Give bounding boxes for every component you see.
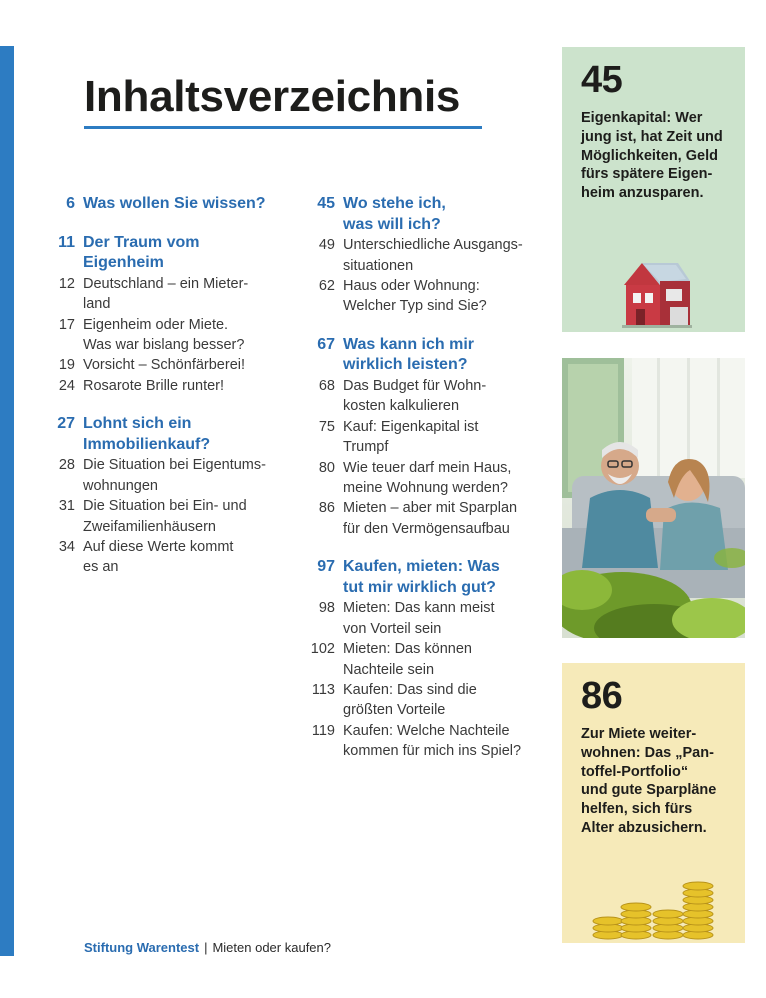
toc-entry: [44, 294, 294, 314]
toc-entry: [44, 376, 294, 396]
toc-entry-title: Das Budget für Wohn-: [343, 378, 487, 394]
toc-entry: [304, 741, 554, 761]
toc-entry: [44, 315, 294, 335]
toc-page-number: 119: [311, 722, 335, 739]
toc-chapter-heading: [44, 253, 294, 274]
toc-entry-title: für den Vermögensaufbau: [343, 520, 510, 537]
toc-page-number: 62: [318, 278, 335, 294]
toc-page-number: 27: [57, 415, 75, 433]
toc-chapter-title: Was wollen Sie wissen?: [83, 195, 266, 212]
toc-page-number: 6: [66, 195, 75, 212]
toc-chapter-heading: [44, 435, 294, 456]
toc-entry: [304, 619, 554, 639]
toc-page-number: 102: [310, 641, 335, 658]
toc-page-number: 98: [318, 600, 335, 617]
toc-chapter-heading: [304, 355, 554, 376]
toc-entry-title: Trumpf: [343, 439, 389, 456]
toc-chapter-heading: [304, 557, 554, 578]
toc-chapter-title: Der Traum vom: [83, 233, 200, 251]
teaser-line: jung ist, hat Zeit und: [581, 128, 723, 145]
toc-entry-title: meine Wohnung werden?: [343, 480, 508, 497]
toc-entry: [44, 496, 294, 516]
toc-entry-title: Kaufen: Welche Nachteile: [343, 722, 510, 739]
toc-entry: [44, 335, 294, 355]
toc-entry-title: Wie teuer darf mein Haus,: [343, 459, 512, 476]
toc-entry: [304, 519, 554, 539]
toc-entry-title: Haus oder Wohnung:: [343, 278, 480, 294]
toc-page-number: 80: [318, 459, 335, 476]
toc-entry-title: Die Situation bei Eigentums-: [83, 457, 266, 474]
teaser-line: Alter abzusichern.: [581, 819, 707, 836]
teaser-line: und gute Sparpläne: [581, 782, 717, 799]
toc-page-number: 113: [311, 682, 335, 699]
page-footer: [84, 940, 331, 955]
toc-chapter-heading: [44, 194, 294, 215]
toc-entry: [304, 256, 554, 276]
publisher-name: Stiftung Warentest: [84, 940, 200, 955]
toc-entry-title: größten Vorteile: [343, 702, 446, 719]
toc-chapter-heading: [304, 215, 554, 236]
toc-chapter-heading: [44, 233, 294, 254]
toc-entry-title: Unterschiedliche Ausgangs-: [343, 237, 523, 254]
photo-couple-on-sofa: [562, 358, 745, 638]
toc-entry: [44, 355, 294, 375]
teaser-line: heim anzusparen.: [581, 185, 704, 202]
toc-page-number: 45: [317, 195, 335, 212]
house-illustration: [614, 257, 696, 329]
teaser-text: [581, 725, 743, 838]
toc-chapter-heading: [304, 335, 554, 356]
toc-column-right: [304, 194, 554, 780]
book-title: Mieten oder kaufen?: [212, 940, 331, 955]
teaser-line: toffel-Portfolio“: [581, 763, 689, 780]
toc-chapter-title: tut mir wirklich gut?: [343, 578, 496, 596]
teaser-line: Möglichkeiten, Geld: [581, 147, 718, 164]
toc-entry-title: Die Situation bei Ein- und: [83, 498, 247, 515]
title-underline: [84, 126, 482, 129]
teaser-text: [581, 109, 743, 203]
toc-chapter-title: Immobilienkauf?: [83, 435, 211, 453]
toc-page-number: 68: [318, 378, 335, 394]
toc-entry: [304, 478, 554, 498]
toc-entry-title: Kaufen: Das sind die: [343, 682, 477, 699]
toc-entry: [304, 498, 554, 518]
toc-page-number: 12: [58, 275, 75, 292]
toc-entry: [304, 660, 554, 680]
toc-entry-title: es an: [83, 559, 119, 576]
toc-entry-title: land: [83, 296, 111, 313]
toc-page-number: 17: [58, 316, 75, 333]
toc-entry-title: Welcher Typ sind Sie?: [343, 298, 487, 315]
toc-chapter-title: Kaufen, mieten: Was: [343, 558, 500, 576]
toc-entry: [304, 396, 554, 416]
toc-entry: [304, 721, 554, 741]
teaser-box-miete: [562, 663, 745, 943]
toc-page-number: 34: [58, 539, 75, 556]
toc-entry: [304, 437, 554, 457]
toc-chapter-title: Was kann ich mir: [343, 335, 474, 353]
toc-entry: [44, 537, 294, 557]
toc-entry-title: Kauf: Eigenkapital ist: [343, 418, 479, 435]
toc-entry-title: Auf diese Werte kommt: [83, 539, 234, 556]
toc-page-number: 24: [58, 377, 75, 394]
toc-chapter-title: was will ich?: [343, 215, 441, 233]
teaser-line: Zur Miete weiter-: [581, 726, 697, 742]
toc-column-left: [44, 194, 294, 596]
toc-entry: [44, 517, 294, 537]
toc-chapter-heading: [304, 194, 554, 215]
toc-entry: [304, 417, 554, 437]
toc-chapter: [44, 194, 294, 215]
toc-entry-title: Mieten: Das kann meist: [343, 600, 495, 617]
toc-entry: [304, 235, 554, 255]
toc-entry-title: Nachteile sein: [343, 661, 435, 678]
toc-page-number: 11: [58, 233, 75, 251]
teaser-line: Eigenkapital: Wer: [581, 110, 703, 126]
toc-entry-title: Was war bislang besser?: [83, 337, 245, 353]
toc-page-number: 28: [58, 457, 75, 474]
teaser-page-number: 45: [581, 59, 623, 101]
toc-chapter: [304, 557, 554, 761]
toc-chapter: [304, 335, 554, 539]
footer-separator: |: [204, 940, 208, 955]
toc-chapter-heading: [304, 578, 554, 599]
toc-entry-title: Mieten – aber mit Sparplan: [343, 500, 518, 517]
toc-entry: [304, 276, 554, 296]
toc-entry-title: kosten kalkulieren: [343, 398, 460, 415]
toc-entry: [44, 455, 294, 475]
toc-entry: [304, 680, 554, 700]
toc-chapter-title: Eigenheim: [83, 254, 164, 272]
teaser-line: helfen, sich fürs: [581, 801, 693, 818]
page-title: Inhaltsverzeichnis: [84, 72, 461, 121]
teaser-line: fürs spätere Eigen-: [581, 166, 713, 183]
toc-chapter: [44, 233, 294, 397]
toc-entry: [304, 296, 554, 316]
toc-entry: [304, 376, 554, 396]
toc-entry-title: situationen: [343, 257, 414, 274]
toc-entry-title: Rosarote Brille runter!: [83, 377, 225, 394]
toc-entry: [44, 557, 294, 577]
toc-page-number: 75: [318, 418, 335, 435]
toc-page-number: 31: [58, 498, 75, 515]
toc-page-number: 97: [317, 558, 335, 576]
toc-chapter: [44, 414, 294, 578]
toc-entry-title: Vorsicht – Schönfärberei!: [83, 357, 246, 374]
toc-entry-title: Deutschland – ein Mieter-: [83, 275, 249, 292]
toc-entry: [44, 476, 294, 496]
toc-page-number: 19: [58, 357, 75, 374]
toc-entry: [304, 458, 554, 478]
coin-stacks-illustration: [590, 877, 720, 941]
toc-chapter: [304, 194, 554, 317]
toc-chapter-title: Lohnt sich ein: [83, 415, 192, 433]
toc-entry-title: Mieten: Das können: [343, 641, 472, 658]
toc-entry-title: von Vorteil sein: [343, 620, 442, 637]
toc-entry-title: Eigenheim oder Miete.: [83, 316, 229, 333]
toc-entry: [304, 700, 554, 720]
left-accent-bar: [0, 46, 14, 956]
toc-chapter-title: Wo stehe ich,: [343, 195, 446, 212]
toc-chapter-heading: [44, 414, 294, 435]
toc-entry-title: Zweifamilienhäusern: [83, 518, 216, 535]
toc-page-number: 86: [318, 500, 335, 517]
teaser-line: wohnen: Das „Pan-: [581, 744, 714, 761]
toc-chapter-title: wirklich leisten?: [343, 356, 468, 374]
toc-entry-title: wohnungen: [83, 477, 158, 494]
teaser-box-eigenkapital: [562, 47, 745, 332]
toc-page-number: 49: [318, 237, 335, 254]
toc-page-number: 67: [317, 335, 335, 353]
toc-entry-title: kommen für mich ins Spiel?: [343, 743, 522, 760]
toc-entry: [304, 598, 554, 618]
toc-entry: [44, 274, 294, 294]
toc-entry: [304, 639, 554, 659]
teaser-page-number: 86: [581, 675, 623, 717]
couple-photo: [562, 358, 745, 638]
